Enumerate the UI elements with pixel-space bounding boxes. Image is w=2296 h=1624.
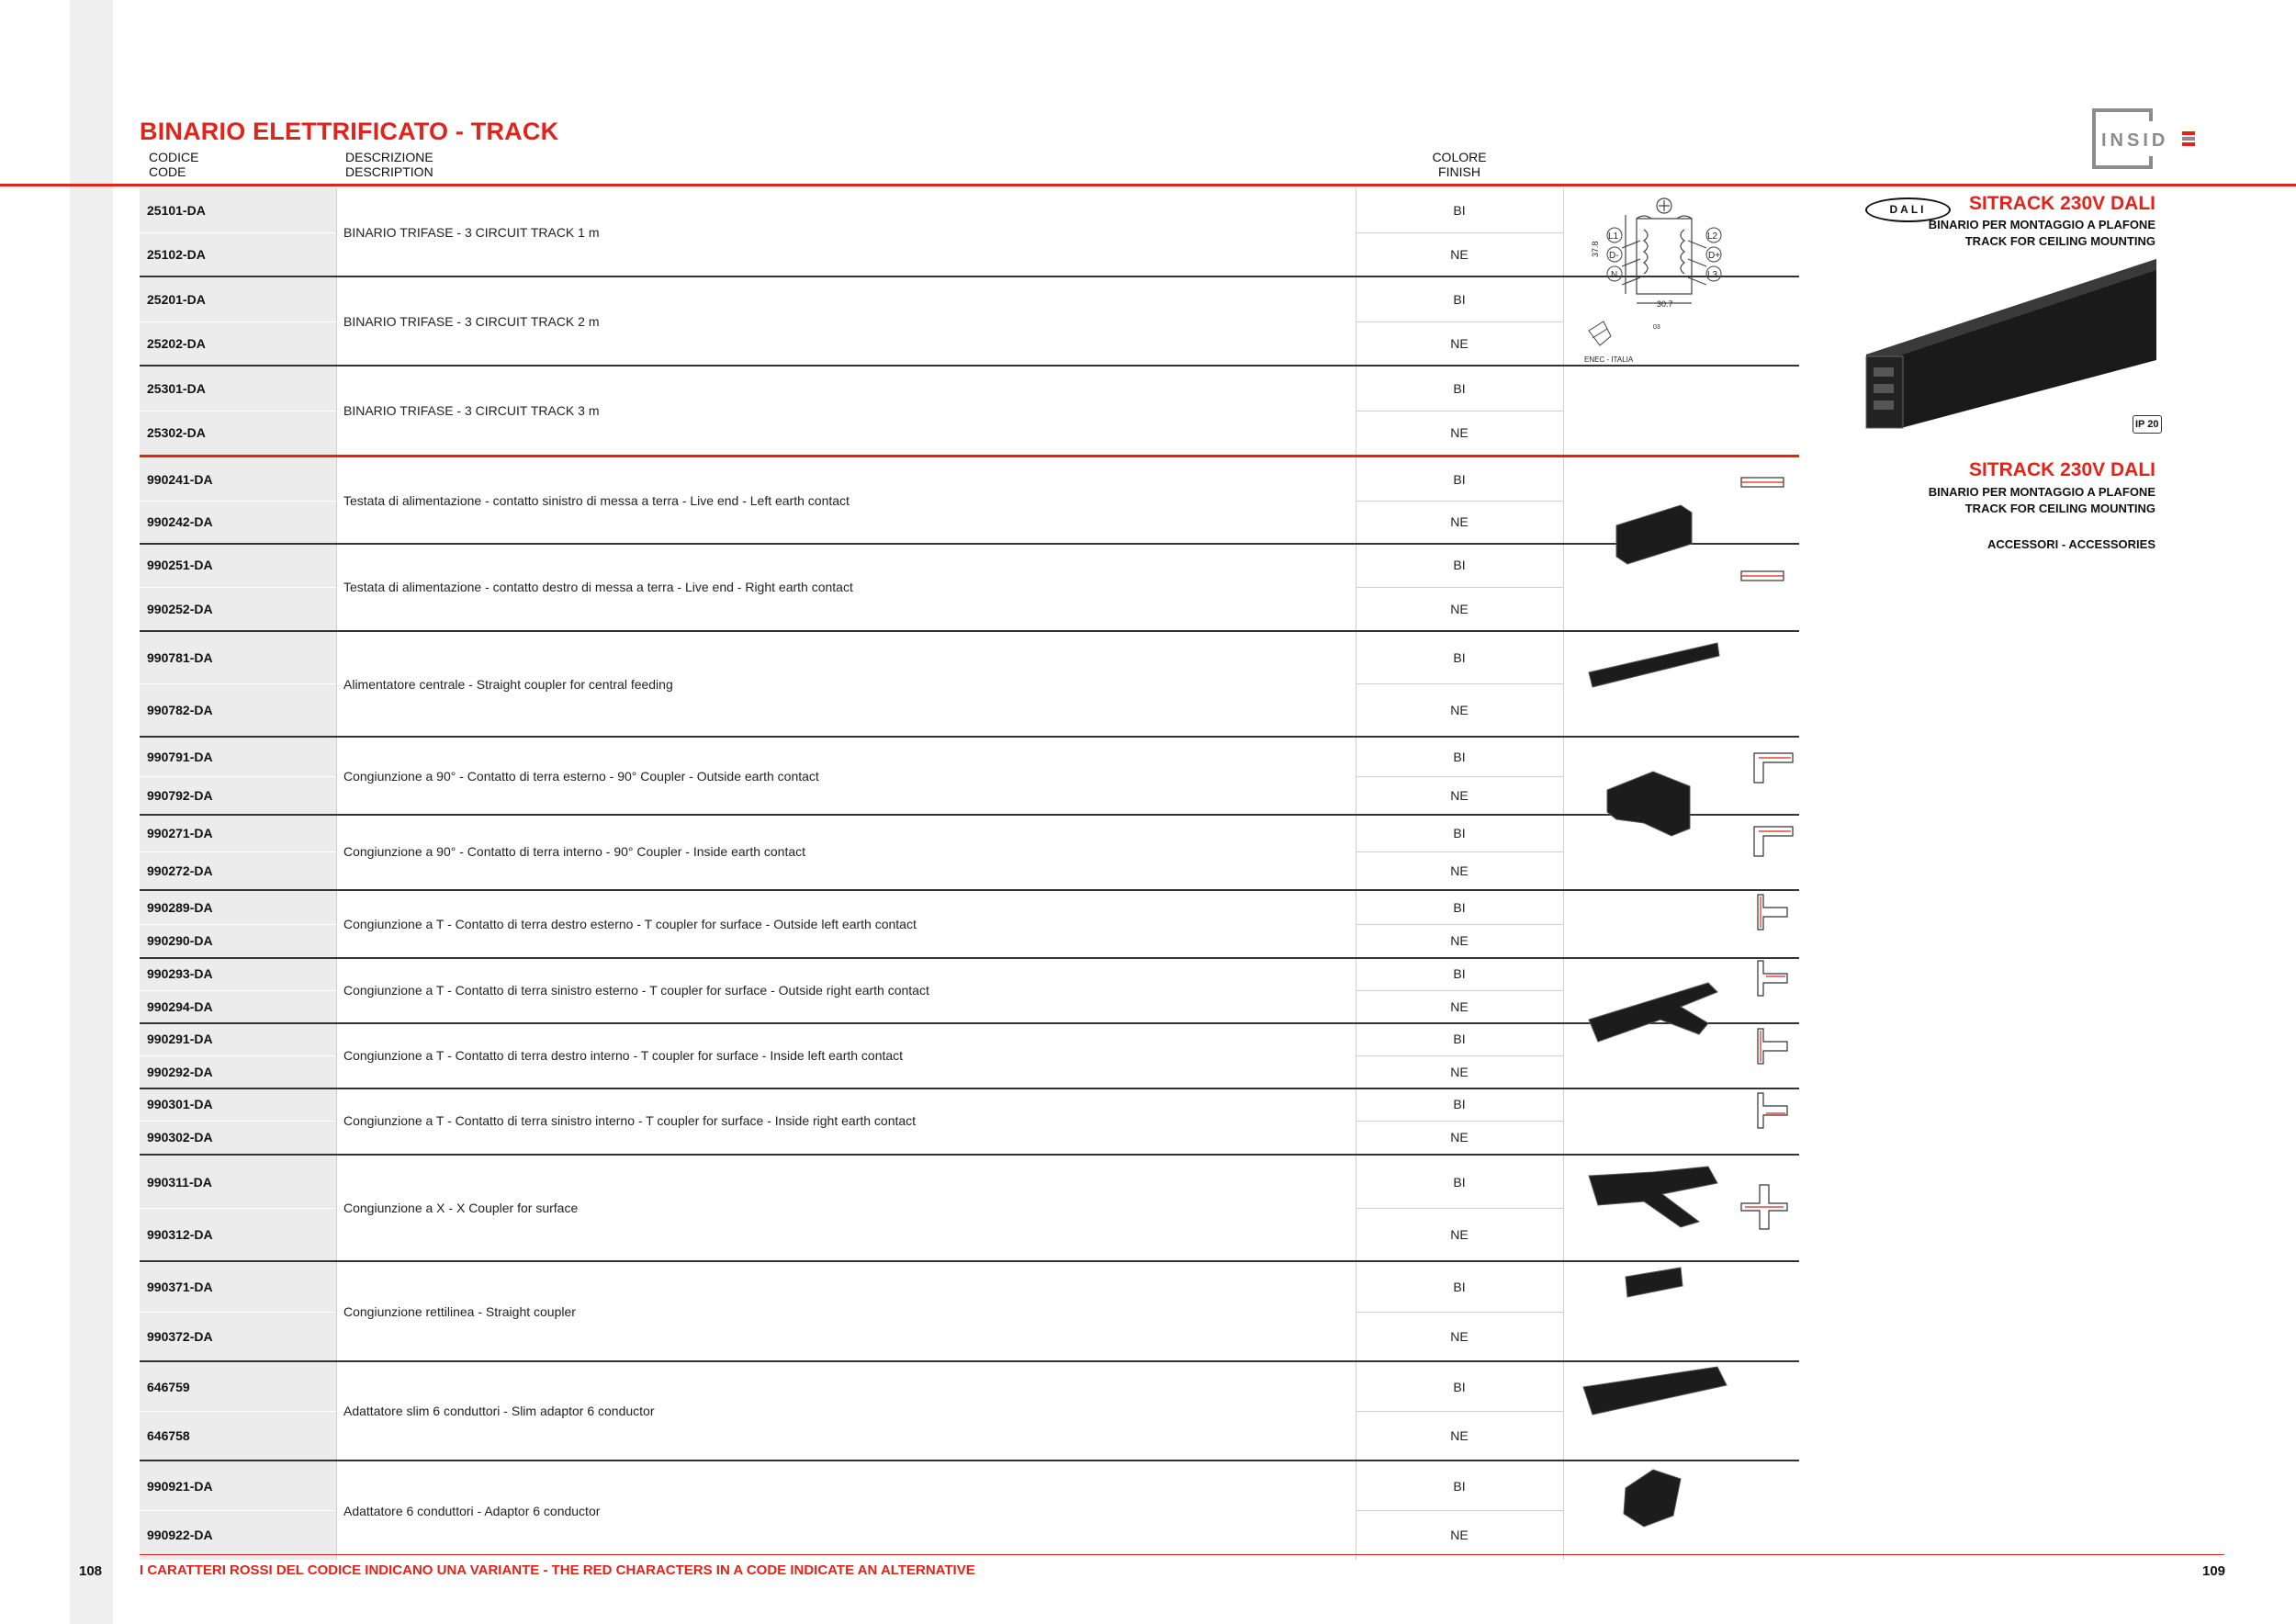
column-divider — [1563, 1461, 1564, 1560]
finish-value: BI — [1453, 203, 1466, 218]
finish-value: NE — [1450, 787, 1469, 803]
product-group — [140, 367, 1799, 457]
straight-coupler-image — [1626, 1268, 1683, 1297]
finish-value: BI — [1453, 471, 1466, 487]
product-code: 25302-DA — [147, 425, 206, 440]
finish-value: NE — [1450, 1328, 1469, 1344]
column-divider — [1563, 188, 1564, 276]
product-description: Congiunzione a 90° - Contatto di terra interno - 90° Coupler - Inside earth contact — [343, 844, 806, 859]
finish-value: NE — [1450, 514, 1469, 529]
column-divider — [1563, 1262, 1564, 1360]
product-description: Congiunzione a T - Contatto di terra destro interno - T coupler for surface - Inside left earth contact — [343, 1047, 904, 1063]
code-separator — [140, 851, 336, 852]
adaptor-image — [1624, 1470, 1681, 1527]
track-product-image — [1864, 255, 2158, 430]
code-separator — [140, 1121, 336, 1122]
product-group — [140, 1262, 1799, 1362]
finish-value: BI — [1453, 825, 1466, 840]
code-separator — [140, 587, 336, 588]
cert-code: 03 — [1653, 324, 1660, 331]
label-n: N — [1611, 270, 1618, 280]
product-group — [140, 738, 1799, 891]
accessories-label: ACCESSORI - ACCESSORIES — [1987, 537, 2155, 551]
product-code: 990311-DA — [147, 1174, 212, 1190]
finish-value: NE — [1450, 1427, 1469, 1443]
finish-value: NE — [1450, 933, 1469, 948]
finish-value: NE — [1450, 601, 1469, 616]
finish-value: BI — [1453, 650, 1466, 665]
product-description: Testata di alimentazione - contatto sinistro di messa a terra - Live end - Left earth contact — [343, 492, 850, 508]
code-separator — [140, 1510, 336, 1511]
product-code: 990791-DA — [147, 750, 213, 764]
header-description — [345, 150, 433, 179]
finish-value: NE — [1450, 425, 1469, 440]
header-code — [149, 150, 198, 179]
column-divider — [336, 632, 337, 736]
t-coupler-image — [1589, 983, 1717, 1042]
header-code-en: CODE — [149, 164, 186, 179]
header-code-it: CODICE — [149, 150, 199, 164]
product-group — [140, 457, 1799, 632]
product-code: 25102-DA — [147, 246, 206, 262]
column-divider — [336, 277, 337, 365]
code-separator — [140, 501, 336, 502]
finish-separator — [1356, 990, 1563, 991]
coupler-90-image — [1607, 772, 1690, 836]
code-separator — [140, 990, 336, 991]
product-description: Congiunzione a X - X Coupler for surface — [343, 1201, 579, 1215]
product-code: 990291-DA — [147, 1032, 213, 1046]
product-code: 990289-DA — [147, 900, 213, 915]
finish-separator — [1356, 1411, 1563, 1412]
product-description: BINARIO TRIFASE - 3 CIRCUIT TRACK 2 m — [343, 313, 600, 329]
product-group — [140, 188, 1799, 277]
product-code: 646759 — [147, 1379, 190, 1394]
finish-value: BI — [1453, 292, 1466, 307]
footer-note: I CARATTERI ROSSI DEL CODICE INDICANO UNA VARIANTE - THE RED CHARACTERS IN A CODE INDICATE AN ALTERNATIVE — [140, 1562, 975, 1578]
product-group — [140, 1156, 1799, 1262]
column-divider — [1563, 1156, 1564, 1260]
product-description: Congiunzione rettilinea - Straight coupler — [343, 1303, 576, 1319]
code-separator — [140, 683, 336, 684]
finish-separator — [1356, 1312, 1563, 1313]
dali-badge: DALI — [1865, 197, 1951, 222]
product-code: 990312-DA — [147, 1226, 213, 1242]
logo-frame-top — [2149, 108, 2153, 121]
finish-separator — [1356, 501, 1563, 502]
finish-separator — [1356, 1121, 1563, 1122]
column-divider — [336, 1362, 337, 1460]
product-code: 25101-DA — [147, 203, 206, 218]
product-code: 990781-DA — [147, 650, 213, 665]
finish-value: BI — [1453, 750, 1466, 764]
product-description: Congiunzione a T - Contatto di terra sinistro interno - T coupler for surface - Inside right earth contact — [343, 1113, 917, 1128]
product-code: 990242-DA — [147, 514, 213, 529]
finish-separator — [1356, 1208, 1563, 1209]
column-divider — [1563, 277, 1564, 365]
product-code: 25301-DA — [147, 381, 206, 396]
product-description: Testata di alimentazione - contatto destro di messa a terra - Live end - Right earth contact — [343, 579, 853, 594]
product-code: 990782-DA — [147, 702, 213, 717]
finish-value: BI — [1453, 1174, 1466, 1190]
finish-value: BI — [1453, 1379, 1466, 1394]
finish-separator — [1356, 683, 1563, 684]
track-title: SITRACK 230V DALI — [1968, 193, 2155, 214]
product-group — [140, 891, 1799, 1156]
track-profile-diagram — [1580, 193, 1736, 372]
finish-separator — [1356, 1055, 1563, 1056]
finish-value: NE — [1450, 335, 1469, 351]
row-divider — [140, 1022, 1799, 1024]
finish-value: BI — [1453, 1032, 1466, 1046]
finish-value: BI — [1453, 1280, 1466, 1294]
label-l2: L2 — [1707, 231, 1718, 242]
label-d-minus: D- — [1609, 251, 1619, 261]
header-finish-it: COLORE — [1432, 150, 1487, 164]
finish-value: NE — [1450, 1528, 1469, 1542]
product-code: 646758 — [147, 1427, 190, 1443]
product-code: 25202-DA — [147, 335, 206, 351]
logo-text: INSID — [2101, 130, 2169, 151]
finish-separator — [1356, 232, 1563, 233]
column-divider — [1563, 1362, 1564, 1460]
product-code: 990251-DA — [147, 558, 213, 572]
finish-value: NE — [1450, 998, 1469, 1014]
product-description: Congiunzione a T - Contatto di terra sinistro esterno - T coupler for surface - Outside right earth contact — [343, 982, 929, 998]
product-code: 990252-DA — [147, 601, 213, 616]
column-divider — [336, 188, 337, 276]
central-feed-image — [1589, 643, 1719, 687]
logo-frame-bottom — [2149, 156, 2153, 169]
finish-value: NE — [1450, 1064, 1469, 1079]
finish-value: NE — [1450, 1226, 1469, 1242]
header-divider — [0, 184, 2296, 186]
row-divider — [140, 543, 1799, 545]
right-page-number: 109 — [2202, 1563, 2226, 1579]
finish-value: NE — [1450, 1130, 1469, 1145]
product-group — [140, 1461, 1799, 1560]
track-subtitle-it: BINARIO PER MONTAGGIO A PLAFONE — [1928, 218, 2155, 231]
row-divider — [140, 1088, 1799, 1089]
header-finish — [1356, 150, 1563, 179]
label-d-plus: D+ — [1708, 251, 1721, 261]
product-code: 990371-DA — [147, 1280, 213, 1294]
code-separator — [140, 411, 336, 412]
finish-value: NE — [1450, 702, 1469, 717]
ip-rating-badge: IP 20 — [2133, 415, 2162, 434]
product-code: 990301-DA — [147, 1097, 213, 1111]
finish-value: BI — [1453, 900, 1466, 915]
header-desc-en: DESCRIPTION — [345, 164, 433, 179]
product-code: 990272-DA — [147, 863, 213, 878]
page-gutter-strip — [70, 0, 113, 1624]
row-divider — [140, 957, 1799, 959]
product-code: 990922-DA — [147, 1528, 213, 1542]
code-separator — [140, 776, 336, 777]
cert-label: ENEC - ITALIA — [1584, 355, 1634, 364]
accessories-title: SITRACK 230V DALI — [1968, 459, 2155, 480]
page-title: BINARIO ELETTRIFICATO - TRACK — [140, 118, 559, 145]
finish-separator — [1356, 851, 1563, 852]
finish-value: NE — [1450, 863, 1469, 878]
finish-separator — [1356, 1510, 1563, 1511]
product-code: 990302-DA — [147, 1130, 213, 1145]
product-code: 990792-DA — [147, 787, 213, 803]
product-description: Alimentatore centrale - Straight coupler for central feeding — [343, 676, 673, 692]
finish-value: BI — [1453, 1097, 1466, 1111]
product-code: 990292-DA — [147, 1064, 213, 1079]
finish-value: NE — [1450, 246, 1469, 262]
column-divider — [336, 1461, 337, 1560]
code-separator — [140, 1055, 336, 1056]
product-group — [140, 632, 1799, 738]
column-divider — [336, 1262, 337, 1360]
footer-divider — [140, 1554, 2224, 1555]
product-description: Adattatore 6 conduttori - Adaptor 6 conductor — [343, 1503, 601, 1518]
product-code: 990241-DA — [147, 471, 213, 487]
product-group — [140, 1362, 1799, 1461]
column-divider — [1563, 632, 1564, 736]
logo-e-mark — [2182, 131, 2195, 147]
finish-separator — [1356, 776, 1563, 777]
code-separator — [140, 924, 336, 925]
header-finish-en: FINISH — [1438, 164, 1480, 179]
track-subtitle-en: TRACK FOR CEILING MOUNTING — [1964, 234, 2155, 248]
code-separator — [140, 321, 336, 322]
finish-separator — [1356, 321, 1563, 322]
column-divider — [336, 1156, 337, 1260]
finish-value: BI — [1453, 381, 1466, 396]
label-l3: L3 — [1707, 270, 1718, 280]
finish-separator — [1356, 411, 1563, 412]
finish-value: BI — [1453, 558, 1466, 572]
row-divider — [140, 814, 1799, 816]
product-code: 990271-DA — [147, 825, 213, 840]
finish-value: BI — [1453, 1478, 1466, 1494]
inside-logo — [2092, 108, 2198, 173]
product-description: BINARIO TRIFASE - 3 CIRCUIT TRACK 1 m — [343, 224, 600, 240]
x-coupler-image — [1589, 1167, 1717, 1227]
product-code: 990294-DA — [147, 998, 213, 1014]
product-code: 990921-DA — [147, 1478, 213, 1494]
dim-width: 30.7 — [1657, 299, 1673, 309]
enec-mark-icon — [1589, 321, 1611, 345]
code-separator — [140, 1312, 336, 1313]
header-desc-it: DESCRIZIONE — [345, 150, 433, 164]
accessories-subtitle-en: TRACK FOR CEILING MOUNTING — [1964, 502, 2155, 515]
finish-separator — [1356, 587, 1563, 588]
finish-separator — [1356, 924, 1563, 925]
accessories-subtitle-it: BINARIO PER MONTAGGIO A PLAFONE — [1928, 485, 2155, 499]
slim-adaptor-image — [1583, 1367, 1727, 1415]
product-description: Adattatore slim 6 conduttori - Slim adaptor 6 conductor — [343, 1404, 655, 1418]
live-end-image — [1616, 505, 1692, 564]
product-code: 990290-DA — [147, 933, 213, 948]
product-group — [140, 277, 1799, 367]
label-l1: L1 — [1608, 231, 1619, 242]
product-description: BINARIO TRIFASE - 3 CIRCUIT TRACK 3 m — [343, 403, 600, 418]
accessory-images — [1580, 459, 1800, 1562]
dim-height: 37.8 — [1591, 241, 1600, 257]
column-divider — [1563, 367, 1564, 455]
column-divider — [336, 367, 337, 455]
left-page-number: 108 — [79, 1563, 103, 1579]
product-code: 990372-DA — [147, 1328, 213, 1344]
product-code: 25201-DA — [147, 292, 206, 307]
code-separator — [140, 1208, 336, 1209]
code-separator — [140, 1411, 336, 1412]
product-description: Congiunzione a T - Contatto di terra destro esterno - T coupler for surface - Outside left earth contact — [343, 917, 917, 931]
code-separator — [140, 232, 336, 233]
product-code: 990293-DA — [147, 966, 213, 981]
finish-value: BI — [1453, 966, 1466, 981]
product-description: Congiunzione a 90° - Contatto di terra esterno - 90° Coupler - Outside earth contact — [343, 768, 819, 784]
